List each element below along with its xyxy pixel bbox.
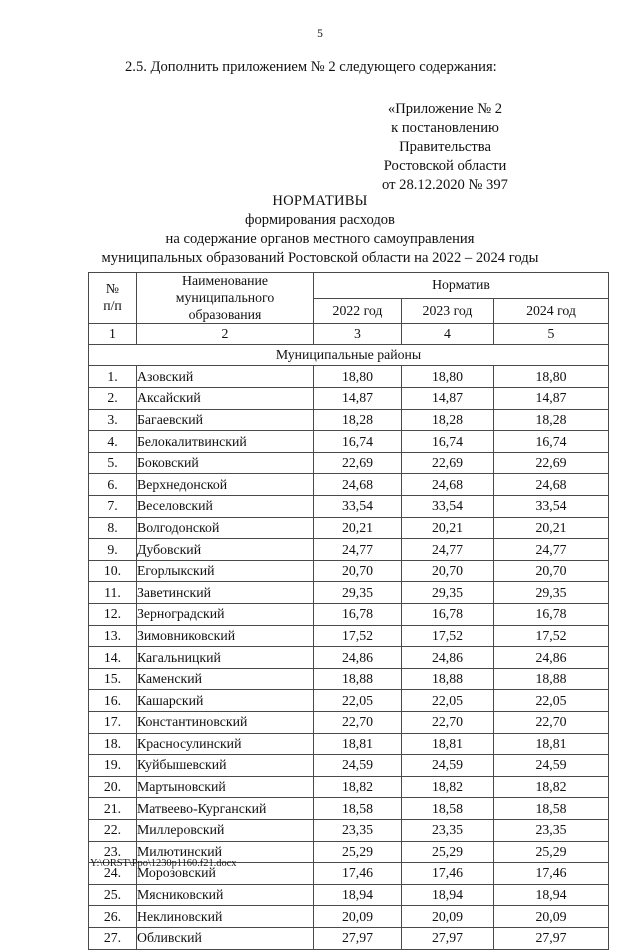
row-value-2024: 18,81 <box>494 733 609 755</box>
row-index: 6. <box>89 474 137 496</box>
appendix-ref-line-5: от 28.12.2020 № 397 <box>382 176 508 193</box>
row-value-2024: 17,46 <box>494 863 609 885</box>
row-municipality-name: Заветинский <box>137 582 314 604</box>
row-value-2023: 24,68 <box>402 474 494 496</box>
row-municipality-name: Дубовский <box>137 539 314 561</box>
header-year-2024: 2024 год <box>494 298 609 324</box>
table-row <box>89 906 609 928</box>
row-municipality-name: Мясниковский <box>137 884 314 906</box>
row-value-2022: 18,88 <box>314 668 402 690</box>
header-col-name-line3: образования <box>188 306 262 322</box>
row-value-2023: 17,52 <box>402 625 494 647</box>
header-year-2022: 2022 год <box>314 298 402 324</box>
column-number-3: 3 <box>314 324 402 345</box>
row-value-2022: 18,58 <box>314 798 402 820</box>
row-value-2022: 17,52 <box>314 625 402 647</box>
row-index: 16. <box>89 690 137 712</box>
row-value-2022: 17,46 <box>314 863 402 885</box>
section-heading-row <box>89 345 609 366</box>
header-col-name-line2: муниципального <box>175 289 275 305</box>
table-row <box>89 733 609 755</box>
row-value-2022: 24,86 <box>314 647 402 669</box>
table-row <box>89 409 609 431</box>
normative-table <box>88 272 609 950</box>
header-col-number-line2: п/п <box>103 298 122 314</box>
row-value-2023: 25,29 <box>402 841 494 863</box>
row-value-2022: 27,97 <box>314 927 402 949</box>
appendix-ref-line-3: Правительства <box>399 138 491 155</box>
row-index: 13. <box>89 625 137 647</box>
page-number: 5 <box>317 28 323 40</box>
row-municipality-name: Зерноградский <box>137 604 314 626</box>
table-row <box>89 517 609 539</box>
row-value-2024: 20,21 <box>494 517 609 539</box>
column-number-4: 4 <box>402 324 494 345</box>
row-municipality-name: Обливский <box>137 927 314 949</box>
row-index: 5. <box>89 452 137 474</box>
row-index: 17. <box>89 711 137 733</box>
row-municipality-name: Матвеево-Курганский <box>137 798 314 820</box>
row-index: 8. <box>89 517 137 539</box>
row-value-2022: 33,54 <box>314 496 402 518</box>
table-row <box>89 647 609 669</box>
row-value-2023: 18,28 <box>402 409 494 431</box>
row-value-2023: 20,21 <box>402 517 494 539</box>
row-municipality-name: Неклиновский <box>137 906 314 928</box>
row-index: 10. <box>89 560 137 582</box>
row-value-2023: 33,54 <box>402 496 494 518</box>
row-value-2023: 29,35 <box>402 582 494 604</box>
row-index: 26. <box>89 906 137 928</box>
row-value-2024: 16,74 <box>494 431 609 453</box>
table-row <box>89 884 609 906</box>
row-index: 22. <box>89 819 137 841</box>
row-municipality-name: Багаевский <box>137 409 314 431</box>
row-municipality-name: Мартыновский <box>137 776 314 798</box>
row-value-2024: 24,86 <box>494 647 609 669</box>
header-col-number <box>89 273 137 324</box>
row-value-2023: 17,46 <box>402 863 494 885</box>
row-value-2024: 16,78 <box>494 604 609 626</box>
table-row <box>89 819 609 841</box>
row-municipality-name: Боковский <box>137 452 314 474</box>
row-value-2024: 18,94 <box>494 884 609 906</box>
row-value-2022: 23,35 <box>314 819 402 841</box>
table-row <box>89 927 609 949</box>
table-row <box>89 452 609 474</box>
row-municipality-name: Каменский <box>137 668 314 690</box>
table-row <box>89 798 609 820</box>
row-index: 21. <box>89 798 137 820</box>
row-index: 7. <box>89 496 137 518</box>
table-row <box>89 539 609 561</box>
row-value-2024: 22,70 <box>494 711 609 733</box>
row-index: 12. <box>89 604 137 626</box>
table-row <box>89 625 609 647</box>
column-number-5: 5 <box>494 324 609 345</box>
row-value-2024: 33,54 <box>494 496 609 518</box>
row-value-2023: 18,80 <box>402 366 494 388</box>
row-municipality-name: Миллеровский <box>137 819 314 841</box>
row-index: 4. <box>89 431 137 453</box>
row-value-2023: 24,77 <box>402 539 494 561</box>
row-municipality-name: Морозовский <box>137 863 314 885</box>
row-value-2022: 24,59 <box>314 755 402 777</box>
row-value-2022: 24,77 <box>314 539 402 561</box>
row-index: 11. <box>89 582 137 604</box>
table-row <box>89 560 609 582</box>
row-value-2023: 18,94 <box>402 884 494 906</box>
row-value-2024: 22,69 <box>494 452 609 474</box>
row-index: 15. <box>89 668 137 690</box>
row-municipality-name: Верхнедонской <box>137 474 314 496</box>
row-value-2023: 20,09 <box>402 906 494 928</box>
title-line-4: муниципальных образований Ростовской области на 2022 – 2024 годы <box>101 249 539 266</box>
row-municipality-name: Азовский <box>137 366 314 388</box>
row-value-2024: 24,77 <box>494 539 609 561</box>
row-index: 25. <box>89 884 137 906</box>
row-value-2024: 25,29 <box>494 841 609 863</box>
row-municipality-name: Красносулинский <box>137 733 314 755</box>
table-row <box>89 711 609 733</box>
column-number-2: 2 <box>137 324 314 345</box>
row-value-2023: 18,82 <box>402 776 494 798</box>
row-value-2024: 22,05 <box>494 690 609 712</box>
row-value-2023: 18,81 <box>402 733 494 755</box>
footer-file-path: Y:\ORST\Ppo\1230p1160.f21.docx <box>90 858 237 869</box>
column-number-1: 1 <box>89 324 137 345</box>
row-value-2022: 20,21 <box>314 517 402 539</box>
table-row <box>89 496 609 518</box>
row-value-2022: 16,74 <box>314 431 402 453</box>
table-row <box>89 582 609 604</box>
row-value-2022: 22,05 <box>314 690 402 712</box>
row-index: 24. <box>89 863 137 885</box>
row-value-2024: 24,59 <box>494 755 609 777</box>
row-value-2024: 17,52 <box>494 625 609 647</box>
row-municipality-name: Кагальницкий <box>137 647 314 669</box>
row-value-2022: 18,80 <box>314 366 402 388</box>
row-value-2023: 14,87 <box>402 388 494 410</box>
row-value-2022: 18,81 <box>314 733 402 755</box>
table-row <box>89 366 609 388</box>
row-index: 20. <box>89 776 137 798</box>
row-value-2023: 22,05 <box>402 690 494 712</box>
row-value-2023: 24,86 <box>402 647 494 669</box>
row-value-2022: 18,28 <box>314 409 402 431</box>
row-value-2022: 24,68 <box>314 474 402 496</box>
row-value-2024: 27,97 <box>494 927 609 949</box>
appendix-ref-line-1: «Приложение № 2 <box>387 101 503 117</box>
row-municipality-name: Белокалитвинский <box>137 431 314 453</box>
row-value-2022: 25,29 <box>314 841 402 863</box>
row-municipality-name: Милютинский <box>137 841 314 863</box>
row-value-2024: 18,58 <box>494 798 609 820</box>
table-row <box>89 776 609 798</box>
row-index: 9. <box>89 539 137 561</box>
header-col-name-line1: Наименование <box>182 273 268 288</box>
row-municipality-name: Егорлыкский <box>137 560 314 582</box>
table-head <box>89 273 609 345</box>
row-value-2023: 16,78 <box>402 604 494 626</box>
row-municipality-name: Волгодонской <box>137 517 314 539</box>
row-value-2024: 18,80 <box>494 366 609 388</box>
table-row <box>89 755 609 777</box>
row-municipality-name: Зимовниковский <box>137 625 314 647</box>
row-value-2022: 18,82 <box>314 776 402 798</box>
header-year-2023: 2023 год <box>402 298 494 324</box>
row-value-2023: 16,74 <box>402 431 494 453</box>
row-index: 27. <box>89 927 137 949</box>
section-title: Муниципальные районы <box>89 345 609 366</box>
row-value-2024: 18,88 <box>494 668 609 690</box>
row-value-2022: 22,69 <box>314 452 402 474</box>
appendix-ref-line-4: Ростовской области <box>383 157 507 174</box>
row-value-2023: 20,70 <box>402 560 494 582</box>
row-index: 1. <box>89 366 137 388</box>
row-index: 23. <box>89 841 137 863</box>
row-index: 14. <box>89 647 137 669</box>
row-value-2024: 23,35 <box>494 819 609 841</box>
row-value-2022: 20,70 <box>314 560 402 582</box>
row-index: 18. <box>89 733 137 755</box>
appendix-reference-block <box>300 100 590 195</box>
row-value-2024: 18,82 <box>494 776 609 798</box>
table-row <box>89 690 609 712</box>
row-municipality-name: Веселовский <box>137 496 314 518</box>
row-index: 3. <box>89 409 137 431</box>
table-row <box>89 474 609 496</box>
row-value-2022: 16,78 <box>314 604 402 626</box>
appendix-ref-line-2: к постановлению <box>391 119 499 136</box>
row-value-2024: 18,28 <box>494 409 609 431</box>
row-value-2024: 20,70 <box>494 560 609 582</box>
row-value-2022: 20,09 <box>314 906 402 928</box>
row-value-2024: 20,09 <box>494 906 609 928</box>
row-value-2022: 14,87 <box>314 388 402 410</box>
table-row <box>89 388 609 410</box>
row-index: 2. <box>89 388 137 410</box>
row-value-2022: 29,35 <box>314 582 402 604</box>
row-municipality-name: Кашарский <box>137 690 314 712</box>
table-row <box>89 668 609 690</box>
intro-paragraph: 2.5. Дополнить приложением № 2 следующего содержания: <box>125 59 497 75</box>
row-municipality-name: Константиновский <box>137 711 314 733</box>
header-col-name <box>137 273 314 324</box>
row-value-2023: 23,35 <box>402 819 494 841</box>
row-value-2023: 18,58 <box>402 798 494 820</box>
row-value-2023: 18,88 <box>402 668 494 690</box>
row-value-2023: 22,70 <box>402 711 494 733</box>
row-value-2022: 22,70 <box>314 711 402 733</box>
row-value-2024: 14,87 <box>494 388 609 410</box>
row-value-2022: 18,94 <box>314 884 402 906</box>
row-value-2024: 24,68 <box>494 474 609 496</box>
table-row <box>89 431 609 453</box>
header-group-normative: Норматив <box>314 273 609 299</box>
row-value-2023: 22,69 <box>402 452 494 474</box>
row-value-2024: 29,35 <box>494 582 609 604</box>
table-column-number-row <box>89 324 609 345</box>
row-index: 19. <box>89 755 137 777</box>
row-value-2023: 24,59 <box>402 755 494 777</box>
title-line-1: НОРМАТИВЫ <box>272 193 368 209</box>
table-header-row <box>89 273 609 299</box>
header-col-number-line1: № <box>105 281 120 297</box>
title-line-3: на содержание органов местного самоуправления <box>165 230 475 247</box>
row-municipality-name: Аксайский <box>137 388 314 410</box>
row-value-2023: 27,97 <box>402 927 494 949</box>
title-line-2: формирования расходов <box>245 211 395 228</box>
row-municipality-name: Куйбышевский <box>137 755 314 777</box>
document-title-block <box>20 192 620 268</box>
table-row <box>89 604 609 626</box>
